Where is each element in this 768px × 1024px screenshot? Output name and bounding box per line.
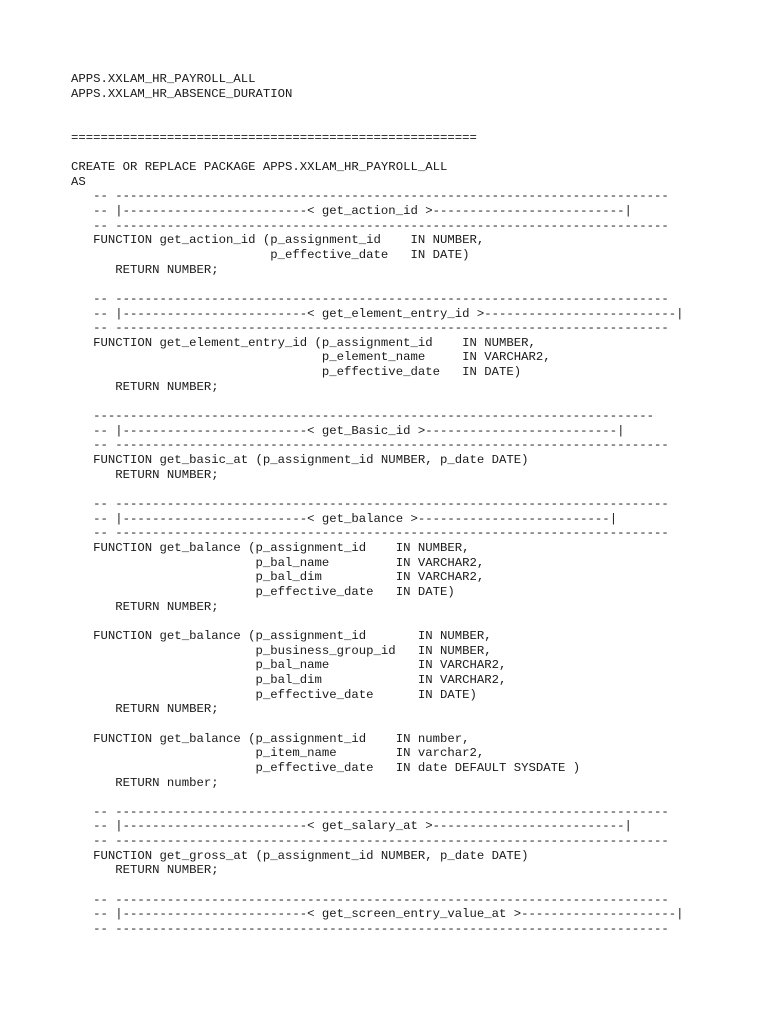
blank-line [71,717,761,732]
code-line: p_bal_name IN VARCHAR2, [71,658,507,673]
code-line: p_bal_dim IN VARCHAR2, [71,570,485,585]
return-line: RETURN NUMBER; [71,702,219,717]
code-line: p_effective_date IN date DEFAULT SYSDATE ) [71,760,581,775]
package-reference-line: APPS.XXLAM_HR_ABSENCE_DURATION [71,86,293,101]
blank-line [71,145,761,160]
comment-rule-line: -- --------------------------------------------------------------------------- [71,834,669,849]
comment-rule-line: -- --------------------------------------------------------------------------- [71,321,669,336]
function-declaration-get-action-id: FUNCTION get_action_id (p_assignment_id IN NUMBER, [71,233,485,248]
comment-rule-line: ---------------------------------------------------------------------------- [71,409,654,424]
return-line: RETURN NUMBER; [71,262,219,277]
comment-rule-line: -- --------------------------------------------------------------------------- [71,291,669,306]
comment-rule-line: -- --------------------------------------------------------------------------- [71,526,669,541]
blank-line [71,101,761,116]
code-document [71,72,761,937]
blank-line [71,394,761,409]
comment-rule-line: -- --------------------------------------------------------------------------- [71,438,669,453]
section-header-get-screen-entry-value-at: -- |-------------------------< get_screen_entry_value_at >---------------------| [71,907,684,922]
code-line: p_bal_dim IN VARCHAR2, [71,672,507,687]
code-line: p_effective_date IN DATE) [71,687,477,702]
code-line: p_bal_name IN VARCHAR2, [71,555,485,570]
code-line: AS [71,174,86,189]
section-header-get-basic-id: -- |-------------------------< get_Basic_id >--------------------------| [71,423,625,438]
blank-line [71,790,761,805]
code-line: p_element_name IN VARCHAR2, [71,350,551,365]
create-package-line: CREATE OR REPLACE PACKAGE APPS.XXLAM_HR_PAYROLL_ALL [71,159,448,174]
code-line: p_business_group_id IN NUMBER, [71,643,492,658]
comment-rule-line: -- --------------------------------------------------------------------------- [71,189,669,204]
blank-line [71,482,761,497]
blank-line [71,878,761,893]
section-header-get-salary-at: -- |-------------------------< get_salary_at >--------------------------| [71,819,632,834]
function-declaration-get-balance: FUNCTION get_balance (p_assignment_id IN NUMBER, [71,541,470,555]
section-header-get-balance: -- |-------------------------< get_balance >--------------------------| [71,511,618,526]
function-declaration-get-balance: FUNCTION get_balance (p_assignment_id IN number, [71,731,470,746]
return-line: RETURN NUMBER; [71,467,219,482]
blank-line [71,116,761,131]
code-line: p_effective_date IN DATE) [71,584,455,599]
section-header-get-action-id: -- |-------------------------< get_action_id >--------------------------| [71,203,632,218]
comment-rule-line: -- --------------------------------------------------------------------------- [71,497,669,512]
return-line: RETURN NUMBER; [71,379,219,394]
function-declaration-get-element-entry-id: FUNCTION get_element_entry_id (p_assignment_id IN NUMBER, [71,335,536,350]
comment-rule-line: -- --------------------------------------------------------------------------- [71,892,669,907]
code-line: p_effective_date IN DATE) [71,247,470,262]
section-header-get-element-entry-id: -- |-------------------------< get_element_entry_id >--------------------------| [71,306,684,321]
package-reference-line: APPS.XXLAM_HR_PAYROLL_ALL [71,72,256,86]
code-line: p_item_name IN varchar2, [71,746,485,761]
return-line: RETURN NUMBER; [71,599,219,614]
return-line: RETURN NUMBER; [71,863,219,878]
separator-line: ======================================================= [71,130,477,145]
comment-rule-line: -- --------------------------------------------------------------------------- [71,804,669,819]
comment-rule-line: -- --------------------------------------------------------------------------- [71,218,669,233]
return-line: RETURN number; [71,775,219,790]
function-declaration-get-gross-at: FUNCTION get_gross_at (p_assignment_id NUMBER, p_date DATE) [71,848,529,863]
comment-rule-line: -- --------------------------------------------------------------------------- [71,922,669,937]
function-declaration-get-basic-at: FUNCTION get_basic_at (p_assignment_id NUMBER, p_date DATE) [71,453,529,468]
blank-line [71,614,761,629]
function-declaration-get-balance: FUNCTION get_balance (p_assignment_id IN NUMBER, [71,628,492,643]
blank-line [71,277,761,292]
code-line: p_effective_date IN DATE) [71,365,522,380]
